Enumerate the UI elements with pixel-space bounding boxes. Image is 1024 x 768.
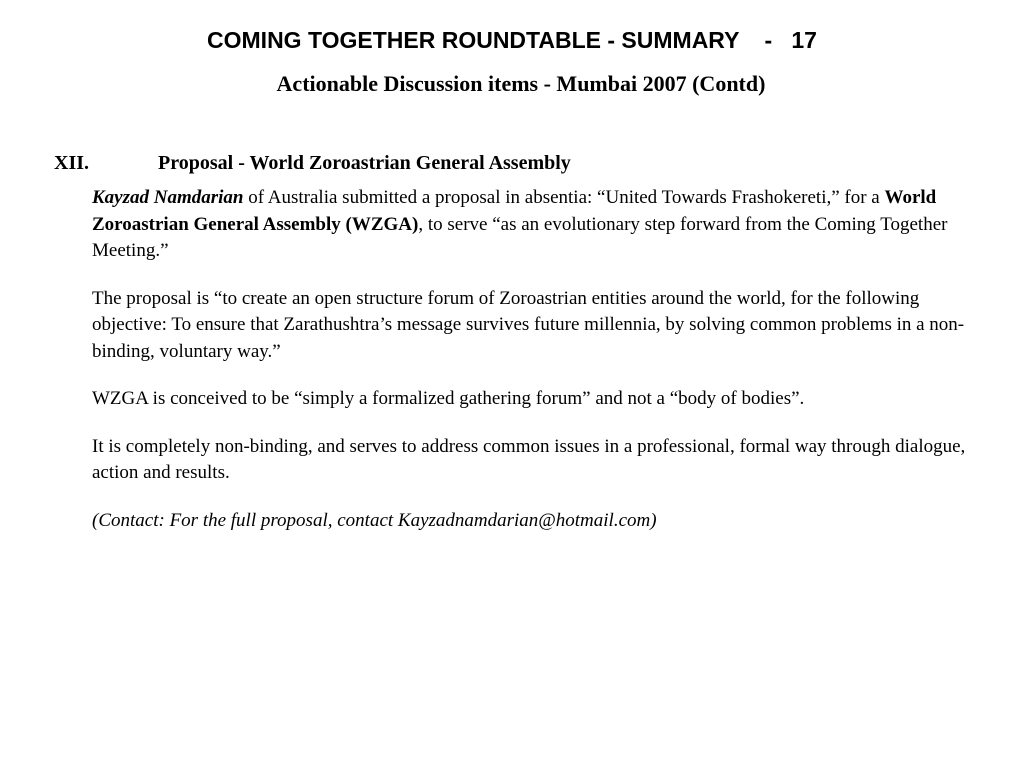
paragraph-objective: The proposal is “to create an open structure forum of Zoroastrian entities around the world, for the following objective: To ensure that Zarathushtra’s message survives future millennia, by solving common problems in a non-binding, voluntary way.” <box>92 287 965 362</box>
page-title: COMING TOGETHER ROUNDTABLE - SUMMARY - 17 <box>207 27 817 53</box>
paragraph-proposal-intro <box>92 185 992 265</box>
contact-note: (Contact: For the full proposal, contact Kayzadnamdarian@hotmail.com) <box>92 509 657 531</box>
intro-text-b: , to serve “as an evolutionary step forward from the Coming Together Meeting.” <box>92 213 948 261</box>
section-number: XII. <box>54 152 90 174</box>
section-body <box>92 185 992 555</box>
paragraph-conception: WZGA is conceived to be “simply a formalized gathering forum” and not a “body of bodies”. <box>92 388 805 409</box>
intro-text-a: of Australia submitted a proposal in absentia: “United Towards Frashokereti,” for a <box>243 187 885 208</box>
proposer-name: Kayzad Namdarian <box>92 187 244 208</box>
paragraph-non-binding: It is completely non-binding, and serves to address common issues in a professional, formal way through dialogue, action and results. <box>92 435 966 483</box>
wzga-term: World Zoroastrian General Assembly (WZGA) <box>92 187 937 235</box>
page-subtitle: Actionable Discussion items - Mumbai 2007 (Contd) <box>276 71 766 96</box>
section-heading <box>54 150 571 176</box>
section-title: Proposal - World Zoroastrian General Assembly <box>158 152 571 174</box>
